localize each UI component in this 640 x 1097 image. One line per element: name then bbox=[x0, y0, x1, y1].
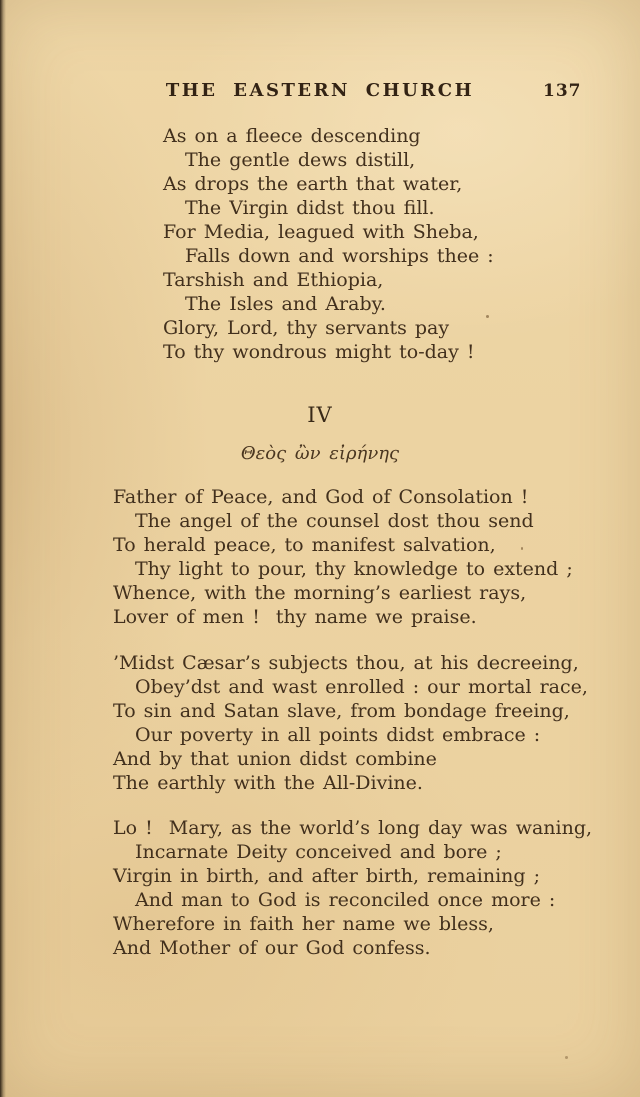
paper-speck bbox=[521, 547, 523, 550]
poem-line: Tarshish and Ethiopia, bbox=[163, 269, 384, 291]
poem-line: As drops the earth that water, bbox=[163, 173, 463, 195]
stanza-2 bbox=[113, 485, 573, 629]
section-numeral: IV bbox=[307, 403, 333, 427]
poem-line: And Mother of our God confess. bbox=[113, 937, 431, 959]
poem-line: Virgin in birth, and after birth, remaining ; bbox=[113, 865, 540, 887]
running-header bbox=[0, 80, 640, 108]
poem-line: The Isles and Araby. bbox=[185, 293, 386, 315]
poem-line: And man to God is reconciled once more : bbox=[135, 889, 556, 911]
paper-speck bbox=[565, 1056, 568, 1059]
greek-hymn-title: Θεὸς ὢν εἰρήνης bbox=[240, 443, 400, 464]
poem-line: Our poverty in all points didst embrace : bbox=[135, 724, 541, 746]
poem-line: Obey’dst and wast enrolled : our mortal race, bbox=[135, 676, 588, 698]
paper-speck bbox=[486, 315, 489, 318]
poem-line: To sin and Satan slave, from bondage freeing, bbox=[113, 700, 570, 722]
poem-line: Lover of men ! thy name we praise. bbox=[113, 606, 477, 628]
poem-line: Father of Peace, and God of Consolation ! bbox=[113, 486, 529, 508]
poem-line: Incarnate Deity conceived and bore ; bbox=[135, 841, 502, 863]
poem-line: Wherefore in faith her name we bless, bbox=[113, 913, 494, 935]
poem-line: The gentle dews distill, bbox=[185, 149, 416, 171]
header-title: THE EASTERN CHURCH bbox=[165, 80, 475, 101]
poem-line: Whence, with the morning’s earliest rays, bbox=[113, 582, 527, 604]
poem-line: Glory, Lord, thy servants pay bbox=[163, 317, 450, 339]
poem-line: For Media, leagued with Sheba, bbox=[163, 221, 479, 243]
poem-line: And by that union didst combine bbox=[113, 748, 437, 770]
stanza-3 bbox=[113, 651, 588, 795]
page-left-edge-shadow bbox=[0, 0, 6, 1097]
poem-line: To herald peace, to manifest salvation, bbox=[113, 534, 496, 556]
poem-line: The angel of the counsel dost thou send bbox=[135, 510, 534, 532]
poem-line: Lo ! Mary, as the world’s long day was waning, bbox=[113, 817, 593, 839]
stanza-4 bbox=[113, 816, 592, 960]
poem-line: The earthly with the All-Divine. bbox=[113, 772, 423, 794]
poem-line: The Virgin didst thou fill. bbox=[185, 197, 435, 219]
poem-line: Falls down and worships thee : bbox=[185, 245, 494, 267]
poem-line: ’Midst Cæsar’s subjects thou, at his decreeing, bbox=[113, 652, 579, 674]
stanza-1 bbox=[163, 124, 494, 364]
poem-line: Thy light to pour, thy knowledge to extend ; bbox=[135, 558, 573, 580]
page-number: 137 bbox=[543, 81, 582, 101]
poem-line: As on a fleece descending bbox=[163, 125, 421, 147]
poem-line: To thy wondrous might to-day ! bbox=[163, 341, 475, 363]
